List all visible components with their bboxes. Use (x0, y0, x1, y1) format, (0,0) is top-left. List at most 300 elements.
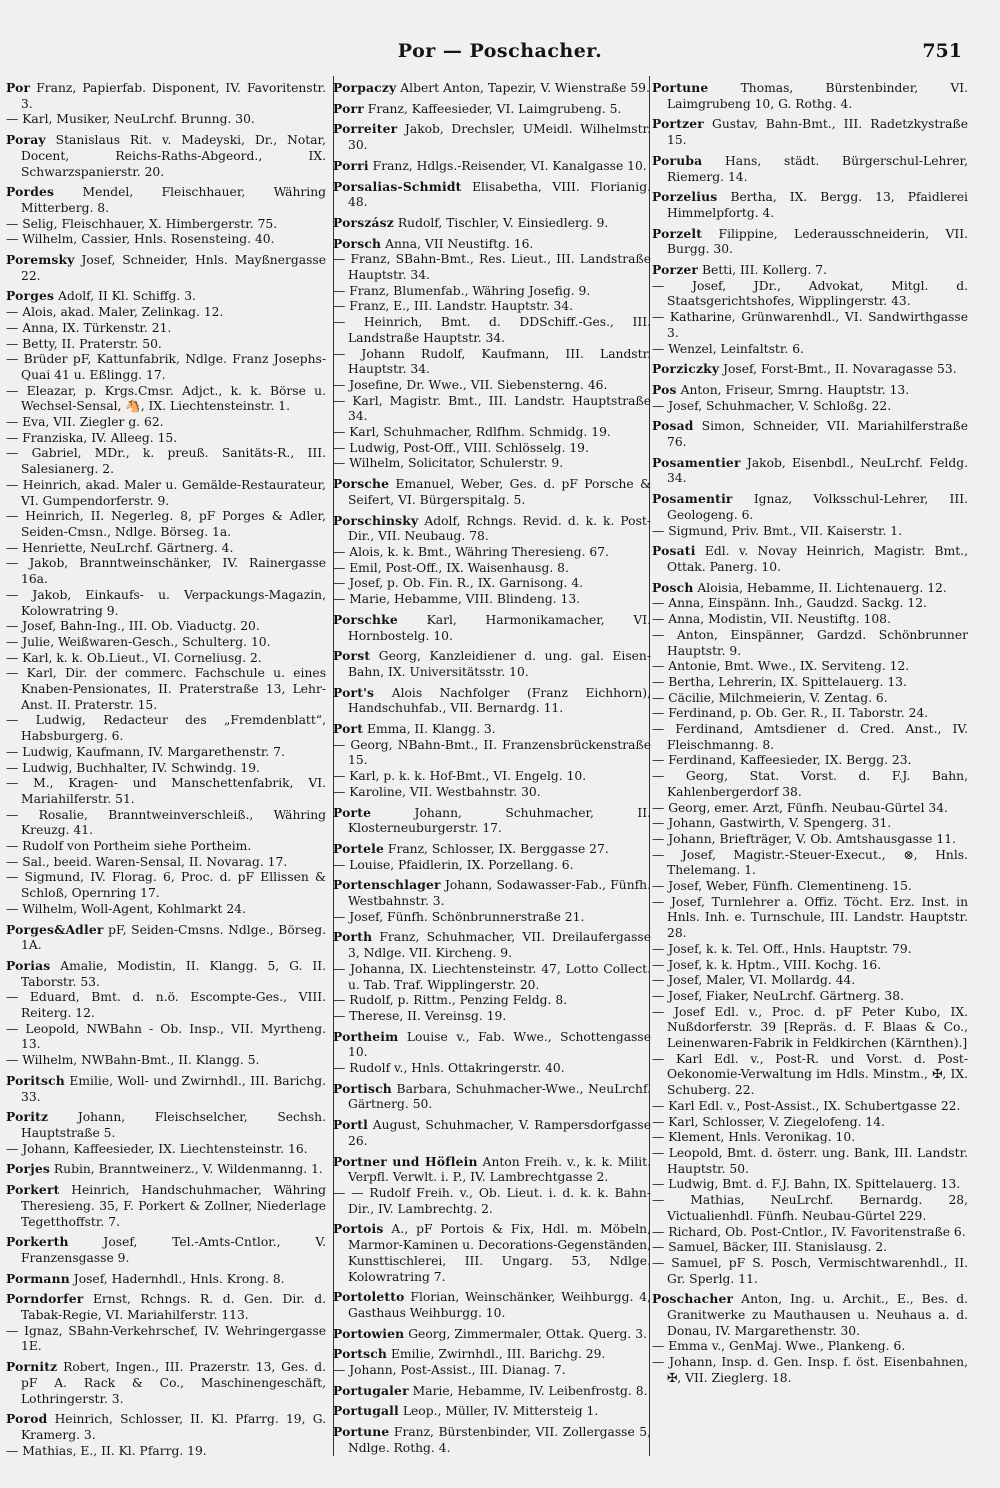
directory-entry (6, 1324, 326, 1355)
directory-entry (6, 619, 326, 635)
entry-text: — Sal., beeid. Waren-Sensal, II. Novarag. 17. (6, 854, 288, 869)
entry-surname: Portele (333, 840, 384, 856)
entry-text: — Bertha, Lehrerin, IX. Spittelauerg. 13. (652, 674, 907, 689)
entry-text: — Josef, Turnlehrer a. Offiz. Töcht. Erz. Inst. in Hnls. Inh. e. Turnschule, III. Landstr. Hauptstr. 28. (652, 894, 968, 941)
entry-text: Elisabetha, VIII. Florianig. 48. (348, 179, 651, 210)
entry-text: — Ferdinand, p. Ob. Ger. R., II. Taborstr. 24. (652, 706, 929, 721)
directory-entry (6, 870, 326, 901)
directory-entry (333, 910, 651, 926)
entry-text: Karl, Harmonikamacher, VI. Hornbostelg. 10. (348, 612, 651, 643)
entry-text: — Rudolf von Portheim siehe Portheim. (6, 839, 252, 854)
entry-surname: Port's (333, 684, 375, 700)
directory-entry (6, 1444, 326, 1460)
directory-entry (652, 1240, 968, 1256)
directory-entry (333, 476, 651, 508)
entry-text: — Josef, Schuhmacher, V. Schloßg. 22. (652, 398, 892, 413)
entry-surname: Porschke (333, 611, 398, 627)
entry-text: Heinrich, Schlosser, II. Kl. Pfarrg. 19, G. Kramerg. 3. (21, 1412, 326, 1442)
entry-surname: Portisch (333, 1080, 392, 1096)
directory-entry (333, 962, 651, 993)
directory-entry (333, 158, 651, 175)
directory-entry (6, 1109, 326, 1141)
directory-entry (652, 1099, 968, 1115)
directory-entry (333, 592, 651, 608)
entry-surname: Porsche (333, 476, 390, 492)
entry-text: Robert, Ingen., III. Prazerstr. 13, Ges. d. pF A. Rack & Co., Maschinengeschäft, Lothringerstr. 3. (21, 1360, 326, 1406)
entry-text: — Karl, Dir. der commerc. Fachschule u. eines Knaben-Pensionates, II. Praterstraße 13, Lehr-Anst. II. Praterstr. 15. (6, 666, 326, 712)
directory-entry (652, 543, 968, 575)
entry-text: — Rudolf v., Hnls. Ottakringerstr. 40. (333, 1061, 565, 1076)
directory-entry (6, 588, 326, 619)
entry-surname: Porr (333, 100, 364, 116)
directory-entry (6, 713, 326, 744)
directory-entry (6, 478, 326, 509)
directory-entry (652, 1225, 968, 1241)
directory-entry (333, 1061, 651, 1077)
entry-text: — Samuel, Bäcker, III. Stanislausg. 2. (652, 1240, 888, 1255)
entry-surname: Poremsky (6, 252, 75, 268)
entry-text: — Josef, k. k. Tel. Off., Hnls. Hauptstr. 79. (652, 941, 912, 956)
entry-surname: Portune (333, 1424, 390, 1440)
directory-entry (6, 839, 326, 855)
entry-text: — Leopold, Bmt. d. österr. ung. Bank, III. Landstr. Hauptstr. 50. (652, 1146, 968, 1176)
entry-text: — Franz, E., III. Landstr. Hauptstr. 34. (333, 299, 574, 314)
directory-entry (6, 80, 326, 112)
entry-text: — Heinrich, akad. Maler u. Gemälde-Restaurateur, VI. Gumpendorferstr. 9. (6, 477, 326, 508)
directory-entry (652, 628, 968, 659)
directory-entry (652, 524, 968, 540)
directory-entry (652, 226, 968, 258)
entry-text: — Eva, VII. Ziegler g. 62. (6, 415, 164, 430)
directory-entry (652, 1115, 968, 1131)
entry-text: Franz, Hdlgs.-Reisender, VI. Kanalgasse 10. (368, 158, 647, 173)
directory-entry (652, 801, 968, 817)
directory-entry (333, 347, 651, 378)
directory-entry (333, 738, 651, 769)
entry-text: — Eleazar, p. Krgs.Cmsr. Adjct., k. k. Börse u. Wechsel-Sensal, 🐴, IX. Liechtensteinstr. 1. (6, 383, 326, 414)
entry-text: — Alois, akad. Maler, Zelinkag. 12. (6, 305, 224, 320)
entry-surname: Porreiter (333, 121, 398, 137)
entry-surname: Portugall (333, 1403, 399, 1419)
entry-text: — Johanna, IX. Liechtensteinstr. 47, Lotto Collect. u. Tab. Traf. Wipplingerstr. 20. (333, 961, 651, 992)
entry-text: — Ludwig, Redacteur des „Fremdenblatt“, Habsburgerg. 6. (6, 713, 326, 744)
entry-text: — Josef, Weber, Fünfh. Clementineng. 15. (652, 879, 912, 894)
directory-entry (333, 1363, 651, 1379)
directory-entry (652, 262, 968, 279)
entry-text: — Karl Edl. v., Post-Assist., IX. Schubertgasse 22. (652, 1098, 961, 1113)
entry-surname: Porth (333, 929, 373, 945)
directory-entry (652, 1005, 968, 1052)
entry-text: — Samuel, pF S. Posch, Vermischtwarenhdl., II. Gr. Sperlg. 11. (652, 1255, 968, 1286)
entry-text: — Gabriel, MDr., k. preuß. Sanitäts-R., III. Salesianerg. 2. (6, 446, 326, 477)
directory-entry (652, 1193, 968, 1224)
entry-text: — Karoline, VII. Westbahnstr. 30. (333, 784, 541, 799)
directory-entry (652, 418, 968, 450)
entry-text: — Johann, Kaffeesieder, IX. Liechtensteinstr. 16. (6, 1141, 308, 1156)
entry-text: pF, Seiden-Cmsns. Ndlge., Börseg. 1A. (21, 922, 326, 953)
entry-text: Emilie, Zwirnhdl., III. Barichg. 29. (387, 1347, 606, 1362)
entry-text: — Anna, IX. Türkenstr. 21. (6, 320, 172, 335)
entry-surname: Porzelt (652, 225, 703, 241)
entry-surname: Poruba (652, 152, 703, 168)
entry-text: — Ludwig, Bmt. d. F.J. Bahn, IX. Spittelauerg. 13. (652, 1177, 961, 1192)
entry-text: — Franz, SBahn-Bmt., Res. Lieut., III. Landstraße Hauptstr. 34. (333, 252, 651, 283)
entry-text: — Johann, Post-Assist., III. Dianag. 7. (333, 1363, 566, 1378)
directory-entry (652, 973, 968, 989)
entry-surname: Poritz (6, 1109, 49, 1125)
entry-text: — Ludwig, Kaufmann, IV. Margarethenstr. 7. (6, 744, 285, 759)
directory-entry (6, 1359, 326, 1407)
entry-text: — Ludwig, Buchhalter, IV. Schwindg. 19. (6, 760, 260, 775)
directory-entry (333, 858, 651, 874)
entry-surname: Porri (333, 157, 369, 173)
entry-text: Amalie, Modistin, II. Klangg. 5, G. II. Taborstr. 53. (21, 958, 326, 989)
entry-text: Louise v., Fab. Wwe., Schottengasse 10. (348, 1029, 651, 1060)
column-right (652, 76, 968, 1387)
directory-entry (6, 1022, 326, 1053)
directory-entry (333, 1117, 651, 1149)
directory-entry (6, 217, 326, 233)
directory-entry (6, 635, 326, 651)
entry-surname: Portois (333, 1221, 384, 1237)
entry-text: Thomas, Bürstenbinder, VI. Laimgrubeng 10, G. Rothg. 4. (667, 81, 968, 111)
entry-text: Adolf, Rchngs. Revid. d. k. k. Post-Dir., VII. Neubaug. 78. (348, 513, 651, 544)
entry-text: — Therese, II. Vereinsg. 19. (333, 1008, 507, 1023)
entry-text: — Josef, Fünfh. Schönbrunnerstraße 21. (333, 909, 585, 924)
directory-entry (652, 769, 968, 800)
entry-text: Rudolf, Tischler, V. Einsiedlerg. 9. (393, 215, 609, 230)
directory-entry (652, 279, 968, 310)
directory-entry (333, 877, 651, 909)
entry-text: — Anton, Einspänner, Gardzd. Schönbrunner Hauptstr. 9. (652, 627, 968, 658)
entry-text: Jakob, Eisenbdl., NeuLrchf. Feldg. 34. (667, 455, 968, 486)
entry-surname: Portowien (333, 1325, 405, 1341)
entry-text: — M., Kragen- und Manschettenfabrik, VI. Mariahilferstr. 51. (6, 776, 326, 806)
entry-text: Georg, Zimmermaler, Ottak. Querg. 3. (404, 1326, 647, 1341)
entry-text: Bertha, IX. Bergg. 13, Pfaidlerei Himmelpfortg. 4. (667, 190, 968, 220)
directory-entry (333, 545, 651, 561)
entry-text: — Heinrich, Bmt. d. DDSchiff.-Ges., III. Landstraße Hauptstr. 34. (333, 315, 651, 345)
entry-text: — — Rudolf Freih. v., Ob. Lieut. i. d. k. k. Bahn-Dir., IV. Lambrechtg. 2. (333, 1186, 651, 1216)
entry-surname: Portsch (333, 1346, 388, 1362)
directory-entry (652, 153, 968, 185)
directory-entry (6, 1271, 326, 1288)
entry-text: Josef, Schneider, Hnls. Mayßnergasse 22. (21, 253, 326, 283)
directory-entry (333, 394, 651, 425)
directory-entry (652, 816, 968, 832)
entry-surname: Pordes (6, 184, 55, 200)
directory-entry (333, 1186, 651, 1217)
directory-entry (333, 721, 651, 738)
entry-text: — Rudolf, p. Rittm., Penzing Feldg. 8. (333, 993, 568, 1008)
directory-entry (652, 80, 968, 112)
directory-entry (6, 902, 326, 918)
directory-entry (652, 1146, 968, 1177)
directory-entry (333, 929, 651, 961)
entry-text: Florian, Weinschänker, Weihburgg. 4, Gasthaus Weihburgg. 10. (348, 1290, 651, 1320)
directory-entry (6, 252, 326, 284)
directory-entry (333, 284, 651, 300)
directory-entry (333, 993, 651, 1009)
entry-text: — Wenzel, Leinfaltstr. 6. (652, 341, 804, 356)
directory-entry (652, 942, 968, 958)
entry-text: Filippine, Lederausschneiderin, VII. Burgg. 30. (667, 226, 968, 257)
directory-entry (652, 1052, 968, 1099)
directory-entry (652, 580, 968, 597)
entry-text: — Franz, Blumenfab., Währing Josefig. 9. (333, 283, 591, 298)
entry-surname: Porjes (6, 1161, 50, 1177)
entry-text: Edl. v. Novay Heinrich, Magistr. Bmt., Ottak. Panerg. 10. (667, 544, 968, 574)
entry-text: Johann, Sodawasser-Fab., Fünfh. Westbahnstr. 3. (348, 878, 651, 909)
entry-text: Heinrich, Handschuhmacher, Währing Theresieng. 35, F. Porkert & Zollner, Niederlage Tegetthoffstr. 7. (21, 1183, 326, 1229)
directory-entry (333, 315, 651, 346)
directory-entry (652, 832, 968, 848)
entry-text: Anton Freih. v., k. k. Milit. Verpfl. Verwlt. i. P., IV. Lambrechtgasse 2. (348, 1154, 651, 1185)
directory-entry (6, 556, 326, 587)
entry-surname: Portzer (652, 116, 704, 132)
directory-entry (6, 745, 326, 761)
entry-text: Aloisia, Hebamme, II. Lichtenauerg. 12. (693, 580, 947, 595)
entry-surname: Portune (652, 80, 709, 95)
running-head: Por — Poschacher. (397, 40, 603, 62)
directory-entry (333, 1029, 651, 1061)
entry-text: — Josefine, Dr. Wwe., VII. Siebensterng. 46. (333, 377, 608, 392)
entry-text: — Johann Rudolf, Kaufmann, III. Landstr. Hauptstr. 34. (333, 346, 651, 377)
entry-surname: Posati (652, 543, 696, 559)
directory-entry (333, 1009, 651, 1025)
directory-entry (333, 1383, 651, 1400)
directory-entry (652, 596, 968, 612)
entry-text: — Wilhelm, Cassier, Hnls. Rosensteing. 40. (6, 232, 275, 247)
entry-text: — Georg, Stat. Vorst. d. F.J. Bahn, Kahlenbergerdorf 38. (652, 769, 968, 799)
entry-text: — Betty, II. Praterstr. 50. (6, 336, 162, 351)
entry-surname: Porndorfer (6, 1291, 84, 1307)
entry-surname: Porias (6, 957, 51, 973)
entry-text: Leop., Müller, IV. Mittersteig 1. (398, 1404, 599, 1419)
entry-text: Anton, Ing. u. Archit., E., Bes. d. Granitwerke zu Mauthausen u. Neuhaus a. d. Donau, IV. Margarethenstr. 30. (667, 1292, 968, 1338)
directory-entry (333, 236, 651, 253)
directory-entry (6, 1073, 326, 1105)
directory-entry (652, 342, 968, 358)
directory-entry (652, 1339, 968, 1355)
entry-text: — Franziska, IV. Alleeg. 15. (6, 430, 178, 445)
entry-surname: Porkert (6, 1182, 60, 1198)
directory-entry (333, 1424, 651, 1456)
entry-text: — Georg, NBahn-Bmt., II. Franzensbrückenstraße 15. (333, 737, 651, 768)
entry-text: — Jakob, Branntweinschänker, IV. Rainergasse 16a. (6, 556, 326, 587)
entry-surname: Porsch (333, 235, 382, 251)
entry-text: Josef, Tel.-Amts-Cntlor., V. Franzensgasse 9. (21, 1235, 326, 1265)
entry-text: — Karl, Schlosser, V. Ziegelofeng. 14. (652, 1114, 885, 1129)
entry-surname: Porszász (333, 214, 394, 230)
directory-entry (6, 288, 326, 305)
entry-text: — Anna, Modistin, VII. Neustiftg. 108. (652, 612, 891, 627)
directory-entry (333, 841, 651, 858)
directory-entry (6, 446, 326, 477)
entry-text: — Josef, p. Ob. Fin. R., IX. Garnisong. 4. (333, 576, 584, 591)
entry-text: — Ferdinand, Kaffeesieder, IX. Bergg. 23. (652, 753, 912, 768)
page-number: 751 (922, 40, 962, 62)
directory-entry (6, 415, 326, 431)
entry-text: — Katharine, Grünwarenhdl., VI. Sandwirthgasse 3. (652, 310, 968, 340)
directory-entry (333, 1221, 651, 1285)
directory-entry (6, 132, 326, 180)
directory-entry (652, 989, 968, 1005)
entry-text: Anna, VII Neustiftg. 16. (381, 236, 534, 251)
directory-entry (6, 337, 326, 353)
directory-entry (333, 121, 651, 153)
entry-surname: Porziczky (652, 361, 720, 377)
entry-text: — Leopold, NWBahn - Ob. Insp., VII. Myrtheng. 13. (6, 1021, 326, 1052)
directory-entry (652, 189, 968, 221)
directory-entry (6, 958, 326, 990)
entry-text: Josef, Hadernhdl., Hnls. Krong. 8. (69, 1271, 285, 1286)
directory-entry (652, 491, 968, 523)
entry-text: Ernst, Rchngs. R. d. Gen. Dir. d. Tabak-Regie, VI. Mariahilferstr. 113. (21, 1292, 326, 1323)
entry-text: — Mathias, E., II. Kl. Pfarrg. 19. (6, 1443, 207, 1458)
directory-entry (652, 399, 968, 415)
entry-text: Josef, Forst-Bmt., II. Novaragasse 53. (719, 362, 957, 377)
directory-entry (6, 1161, 326, 1178)
directory-entry (6, 321, 326, 337)
column-left (6, 76, 326, 1459)
entry-text: — Josef, Magistr.-Steuer-Execut., ⊗, Hnls. Thelemang. 1. (652, 847, 968, 878)
directory-entry (333, 1326, 651, 1343)
entry-text: — Emil, Post-Off., IX. Waisenhausg. 8. (333, 560, 569, 575)
entry-text: — Cäcilie, Milchmeierin, V. Zentag. 6. (652, 690, 888, 705)
entry-text: Franz, Bürstenbinder, VII. Zollergasse 5, Ndlge. Rothg. 4. (348, 1425, 651, 1455)
entry-text: — Emma v., GenMaj. Wwe., Plankeng. 6. (652, 1339, 906, 1354)
entry-text: Rubin, Branntweinerz., V. Wildenmanng. 1. (50, 1162, 323, 1177)
directory-entry (333, 805, 651, 837)
entry-text: Betti, III. Kollerg. 7. (698, 263, 828, 278)
directory-entry (333, 1403, 651, 1420)
entry-text: — Karl, k. k. Ob.Lieut., VI. Corneliusg. 2. (6, 650, 262, 665)
entry-surname: Porges (6, 288, 55, 304)
entry-text: Alois Nachfolger (Franz Eichhorn), Handschuhfab., VII. Bernardg. 11. (348, 685, 651, 716)
entry-text: — Josef, Bahn-Ing., III. Ob. Viaductg. 20. (6, 619, 260, 634)
entry-surname: Porte (333, 804, 372, 820)
entry-surname: Posad (652, 418, 694, 434)
directory-entry (6, 1053, 326, 1069)
directory-entry (6, 232, 326, 248)
entry-text: — Jakob, Einkaufs- u. Verpackungs-Magazin, Kolowratring 9. (6, 587, 326, 618)
entry-surname: Portl (333, 1117, 368, 1133)
directory-entry (652, 706, 968, 722)
entry-surname: Poray (6, 132, 46, 148)
entry-surname: Porpaczy (333, 80, 397, 95)
entry-surname: Porges&Adler (6, 921, 104, 937)
entry-surname: Pormann (6, 1270, 70, 1286)
entry-surname: Portugaler (333, 1382, 409, 1398)
column-middle (333, 76, 651, 1457)
entry-surname: Posamentier (652, 454, 741, 470)
directory-entry (6, 855, 326, 871)
directory-entry (6, 776, 326, 807)
directory-entry (652, 382, 968, 399)
directory-entry (333, 441, 651, 457)
entry-text: — Louise, Pfaidlerin, IX. Porzellang. 6. (333, 857, 574, 872)
directory-entry (6, 1234, 326, 1266)
entry-text: — Ferdinand, Amtsdiener d. Cred. Anst., IV. Fleischmanng. 8. (652, 722, 968, 752)
entry-text: Mendel, Fleischhauer, Währing Mitterberg. 8. (21, 185, 326, 215)
directory-entry (652, 691, 968, 707)
entry-surname: Porod (6, 1411, 48, 1427)
entry-surname: Poritsch (6, 1072, 65, 1088)
entry-surname: Porkerth (6, 1234, 69, 1250)
entry-text: — Alois, k. k. Bmt., Währing Theresieng. 67. (333, 544, 609, 559)
entry-text: — Henriette, NeuLrchf. Gärtnerg. 4. (6, 540, 234, 555)
entry-surname: Port (333, 721, 364, 737)
directory-entry (333, 1346, 651, 1363)
directory-entry (652, 1177, 968, 1193)
directory-entry (333, 785, 651, 801)
directory-entry (6, 1291, 326, 1323)
entry-text: — Ludwig, Post-Off., VIII. Schlösselg. 19. (333, 440, 589, 455)
entry-text: — Rosalie, Branntweinverschleiß., Währing Kreuzg. 41. (6, 807, 326, 838)
directory-entry (333, 612, 651, 644)
entry-text: Simon, Schneider, VII. Mariahilferstraße 76. (667, 419, 968, 450)
directory-entry (6, 541, 326, 557)
directory-entry (652, 455, 968, 487)
entry-text: — Anna, Einspänn. Inh., Gaudzd. Sackg. 12. (652, 596, 927, 611)
entry-text: Emilie, Woll- und Zwirnhdl., III. Barichg. 33. (21, 1073, 326, 1104)
entry-text: — Karl, Musiker, NeuLrchf. Brunng. 30. (6, 112, 255, 127)
directory-entry (6, 761, 326, 777)
entry-surname: Posch (652, 579, 694, 595)
directory-entry (333, 252, 651, 283)
entry-surname: Portoletto (333, 1289, 405, 1305)
entry-text: Emanuel, Weber, Ges. d. pF Porsche & Seifert, VI. Bürgerspitalg. 5. (348, 477, 651, 507)
entry-text: — Josef, Fiaker, NeuLrchf. Gärtnerg. 38. (652, 988, 904, 1003)
entry-text: — Selig, Fleischhauer, X. Himbergerstr. 75. (6, 216, 278, 231)
entry-text: — Karl, Schuhmacher, Rdlfhm. Schmidg. 19. (333, 425, 611, 440)
directory-entry (6, 384, 326, 415)
entry-text: Hans, städt. Bürgerschul-Lehrer, Riemerg. 14. (667, 153, 968, 184)
entry-text: — Johann, Insp. d. Gen. Insp. f. öst. Eisenbahnen, ✠, VII. Zieglerg. 18. (652, 1355, 968, 1385)
entry-text: — Brüder pF, Kattunfabrik, Ndlge. Franz Josephs-Quai 41 u. Eßlingg. 17. (6, 352, 326, 382)
entry-text: August, Schuhmacher, V. Rampersdorfgasse 26. (348, 1118, 651, 1148)
directory-entry (333, 80, 651, 97)
entry-text: — Wilhelm, Woll-Agent, Kohlmarkt 24. (6, 901, 246, 916)
entry-surname: Porst (333, 648, 371, 664)
entry-text: — Karl, Magistr. Bmt., III. Landstr. Hauptstraße 34. (333, 393, 651, 424)
entry-text: Georg, Kanzleidiener d. ung. gal. Eisen-Bahn, IX. Universitätsstr. 10. (348, 649, 651, 679)
entry-surname: Poschacher (652, 1291, 734, 1307)
directory-entry (333, 299, 651, 315)
entry-text: — Josef, Maler, VI. Mollardg. 44. (652, 973, 856, 988)
entry-text: — Karl Edl. v., Post-R. und Vorst. d. Post-Oekonomie-Verwaltung im Hdls. Minstm., ✠, IX. Schuberg. 22. (652, 1051, 968, 1098)
entry-surname: Porsalias-Schmidt (333, 178, 462, 194)
entry-text: A., pF Portois & Fix, Hdl. m. Möbeln, Marmor-Kaminen u. Decorations-Gegenständen, Kunsttischlerei, III. Ungarg. 53, Ndlge. Kolowratring 7. (348, 1222, 651, 1284)
entry-surname: Por (6, 80, 31, 95)
entry-text: Franz, Kaffeesieder, VI. Laimgrubeng. 5. (363, 101, 622, 116)
entry-text: — Mathias, NeuLrchf. Bernardg. 28, Victualienhdl. Fünfh. Neubau-Gürtel 229. (652, 1193, 968, 1223)
directory-entry (6, 1182, 326, 1230)
entry-text: Franz, Schuhmacher, VII. Dreilaufergasse 3, Ndlge. VII. Kircheng. 9. (348, 930, 651, 961)
entry-text: — Karl, p. k. k. Hof-Bmt., VI. Engelg. 10. (333, 769, 587, 784)
directory-entry (6, 1411, 326, 1443)
directory-entry (652, 612, 968, 628)
directory-entry (6, 184, 326, 216)
directory-entry (652, 753, 968, 769)
entry-text: — Julie, Weißwaren-Gesch., Schulterg. 10. (6, 634, 271, 649)
directory-entry (6, 1142, 326, 1158)
entry-surname: Porschinsky (333, 512, 419, 528)
directory-entry (333, 513, 651, 545)
directory-entry (652, 958, 968, 974)
entry-text: Gustav, Bahn-Bmt., III. Radetzkystraße 15. (667, 117, 968, 148)
